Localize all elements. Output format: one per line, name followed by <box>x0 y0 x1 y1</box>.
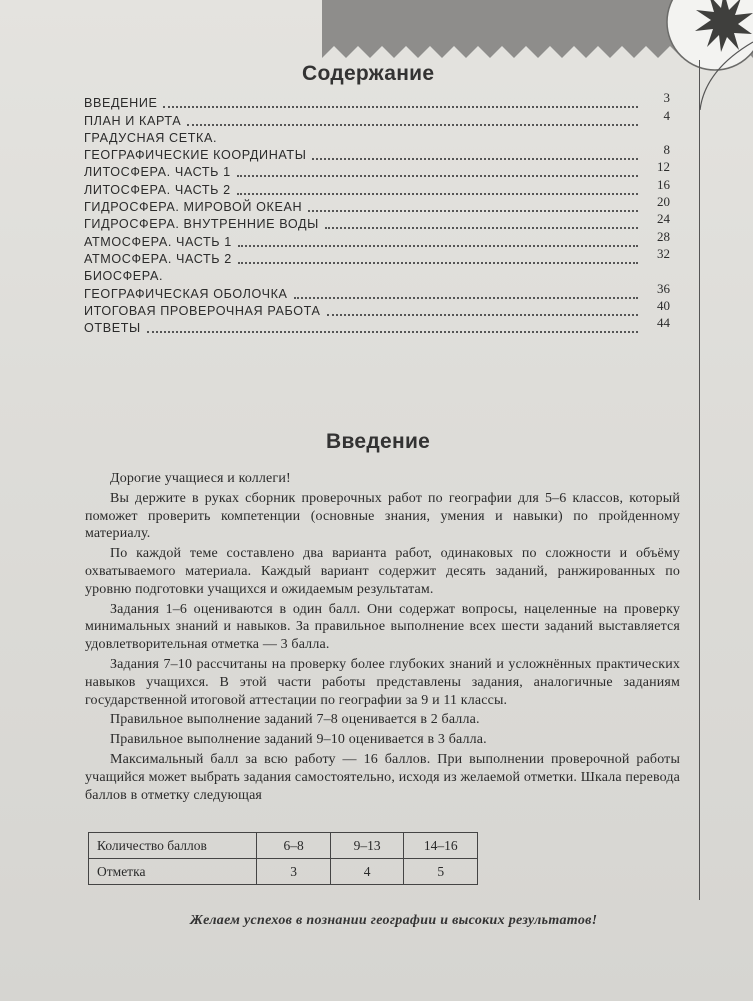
intro-paragraph: Задания 7–10 рассчитаны на проверку более глубоких знаний и усложнённых практических навыков учащихся. В этой части работы представлены задания, аналогичные заданиям государственной итоговой аттестации по географии за 9 и 11 классы. <box>85 656 680 708</box>
toc-entry-page: 3 <box>663 90 670 106</box>
toc-leader-dots <box>238 261 638 264</box>
intro-paragraph: По каждой теме составлено два варианта работ, одинаковых по сложности и объёму охватываемого материала. Каждый вариант содержит десять заданий, ранжированных по уровню подготовки учащихся и ожидаемым результатам. <box>85 546 680 597</box>
toc-entry-label: ГЕОГРАФИЧЕСКАЯ ОБОЛОЧКА <box>84 286 288 301</box>
grade-value: 4 <box>330 859 404 885</box>
intro-paragraph: Вы держите в руках сборник проверочных работ по географии для 5–6 классов, который поможет проверить компетенции (основные знания, умения и навыки) по пройденному материалу. <box>85 490 680 542</box>
toc-leader-dots <box>312 157 638 160</box>
toc-entry <box>84 129 670 146</box>
toc-entry <box>84 228 670 249</box>
toc-entry <box>84 211 670 232</box>
intro-paragraph: Максимальный балл за всю работу — 16 баллов. При выполнении проверочной работы учащийся может выбрать задания самостоятельно, исходя из желаемой отметки. Шкала перевода баллов в отметку следующая <box>85 751 680 803</box>
toc-entry <box>84 245 670 267</box>
toc-entry-page: 40 <box>657 297 670 313</box>
toc-leader-dots <box>237 174 638 177</box>
toc-entry-page: 24 <box>657 211 670 227</box>
points-range: 6–8 <box>257 833 331 859</box>
toc-leader-dots <box>237 192 638 195</box>
toc-leader-dots <box>163 105 638 108</box>
toc-entry <box>84 90 670 111</box>
toc-heading: Содержание <box>302 62 435 85</box>
margin-rule <box>699 60 700 900</box>
toc-entry-label: БИОСФЕРА. <box>84 269 164 284</box>
toc-entry <box>84 194 670 215</box>
toc-entry <box>84 280 670 301</box>
toc-entry-page: 36 <box>657 280 670 296</box>
intro-paragraph: Дорогие учащиеся и коллеги! <box>110 471 291 486</box>
intro-paragraph: Задания 1–6 оцениваются в один балл. Они содержат вопросы, нацеленные на проверку минимальных знаний и навыков. За правильное выполнение всех шести заданий выставляется удовлетворительная отметка — 3 балла. <box>85 601 680 653</box>
intro-text <box>85 470 680 806</box>
toc-entry-page: 44 <box>657 315 670 331</box>
intro-paragraph: Правильное выполнение заданий 9–10 оценивается в 3 балла. <box>110 732 487 748</box>
toc-entry <box>84 297 670 319</box>
toc-entry-label: ОТВЕТЫ <box>84 321 141 336</box>
toc-entry-page: 32 <box>657 245 670 261</box>
grade-label: Отметка <box>89 859 257 885</box>
toc-entry-label: ВВЕДЕНИЕ <box>84 96 158 111</box>
toc-entry-label: ЛИТОСФЕРА. ЧАСТЬ 2 <box>84 182 231 197</box>
toc-entry-page: 8 <box>663 142 670 158</box>
toc-entry <box>84 107 670 128</box>
toc-leader-dots <box>238 244 638 247</box>
closing-wish: Желаем успехов в познании географии и высоких результатов! <box>190 913 598 928</box>
toc-entry <box>84 159 670 180</box>
toc-entry <box>84 176 670 197</box>
table-of-contents <box>84 90 670 336</box>
toc-entry-page: 12 <box>657 159 670 175</box>
toc-entry <box>84 267 670 284</box>
toc-leader-dots <box>147 330 638 333</box>
table-row <box>89 859 478 885</box>
table-row <box>89 833 478 859</box>
toc-leader-dots <box>325 226 638 229</box>
toc-entry-label: АТМОСФЕРА. ЧАСТЬ 2 <box>84 251 232 266</box>
toc-entry-page: 16 <box>657 176 670 192</box>
toc-leader-dots <box>327 313 638 316</box>
toc-entry-label: АТМОСФЕРА. ЧАСТЬ 1 <box>84 234 232 249</box>
margin-arc <box>700 40 753 110</box>
toc-leader-dots <box>294 296 638 299</box>
toc-leader-dots <box>187 123 638 126</box>
toc-entry <box>84 315 670 336</box>
toc-entry-label: ГРАДУСНАЯ СЕТКА. <box>84 130 218 145</box>
points-range: 14–16 <box>404 833 478 859</box>
intro-paragraph: Правильное выполнение заданий 7–8 оценивается в 2 балла. <box>110 712 480 728</box>
toc-entry-label: ГЕОГРАФИЧЕСКИЕ КООРДИНАТЫ <box>84 148 307 163</box>
toc-entry-label: ИТОГОВАЯ ПРОВЕРОЧНАЯ РАБОТА <box>84 303 321 318</box>
toc-entry-label: ЛИТОСФЕРА. ЧАСТЬ 1 <box>84 165 231 180</box>
toc-entry-page: 4 <box>663 107 670 123</box>
toc-entry <box>84 142 670 163</box>
score-conversion-table <box>88 832 478 885</box>
toc-leader-dots <box>308 209 638 212</box>
toc-entry-label: ГИДРОСФЕРА. ВНУТРЕННИЕ ВОДЫ <box>84 217 319 232</box>
toc-entry-label: ГИДРОСФЕРА. МИРОВОЙ ОКЕАН <box>84 200 303 215</box>
points-label: Количество баллов <box>89 833 257 859</box>
toc-entry-label: ПЛАН И КАРТА <box>84 113 182 128</box>
intro-heading: Введение <box>326 430 431 453</box>
grade-value: 5 <box>404 859 478 885</box>
toc-entry-page: 28 <box>657 228 670 244</box>
points-range: 9–13 <box>330 833 404 859</box>
grade-value: 3 <box>257 859 331 885</box>
toc-entry-page: 20 <box>657 194 670 210</box>
